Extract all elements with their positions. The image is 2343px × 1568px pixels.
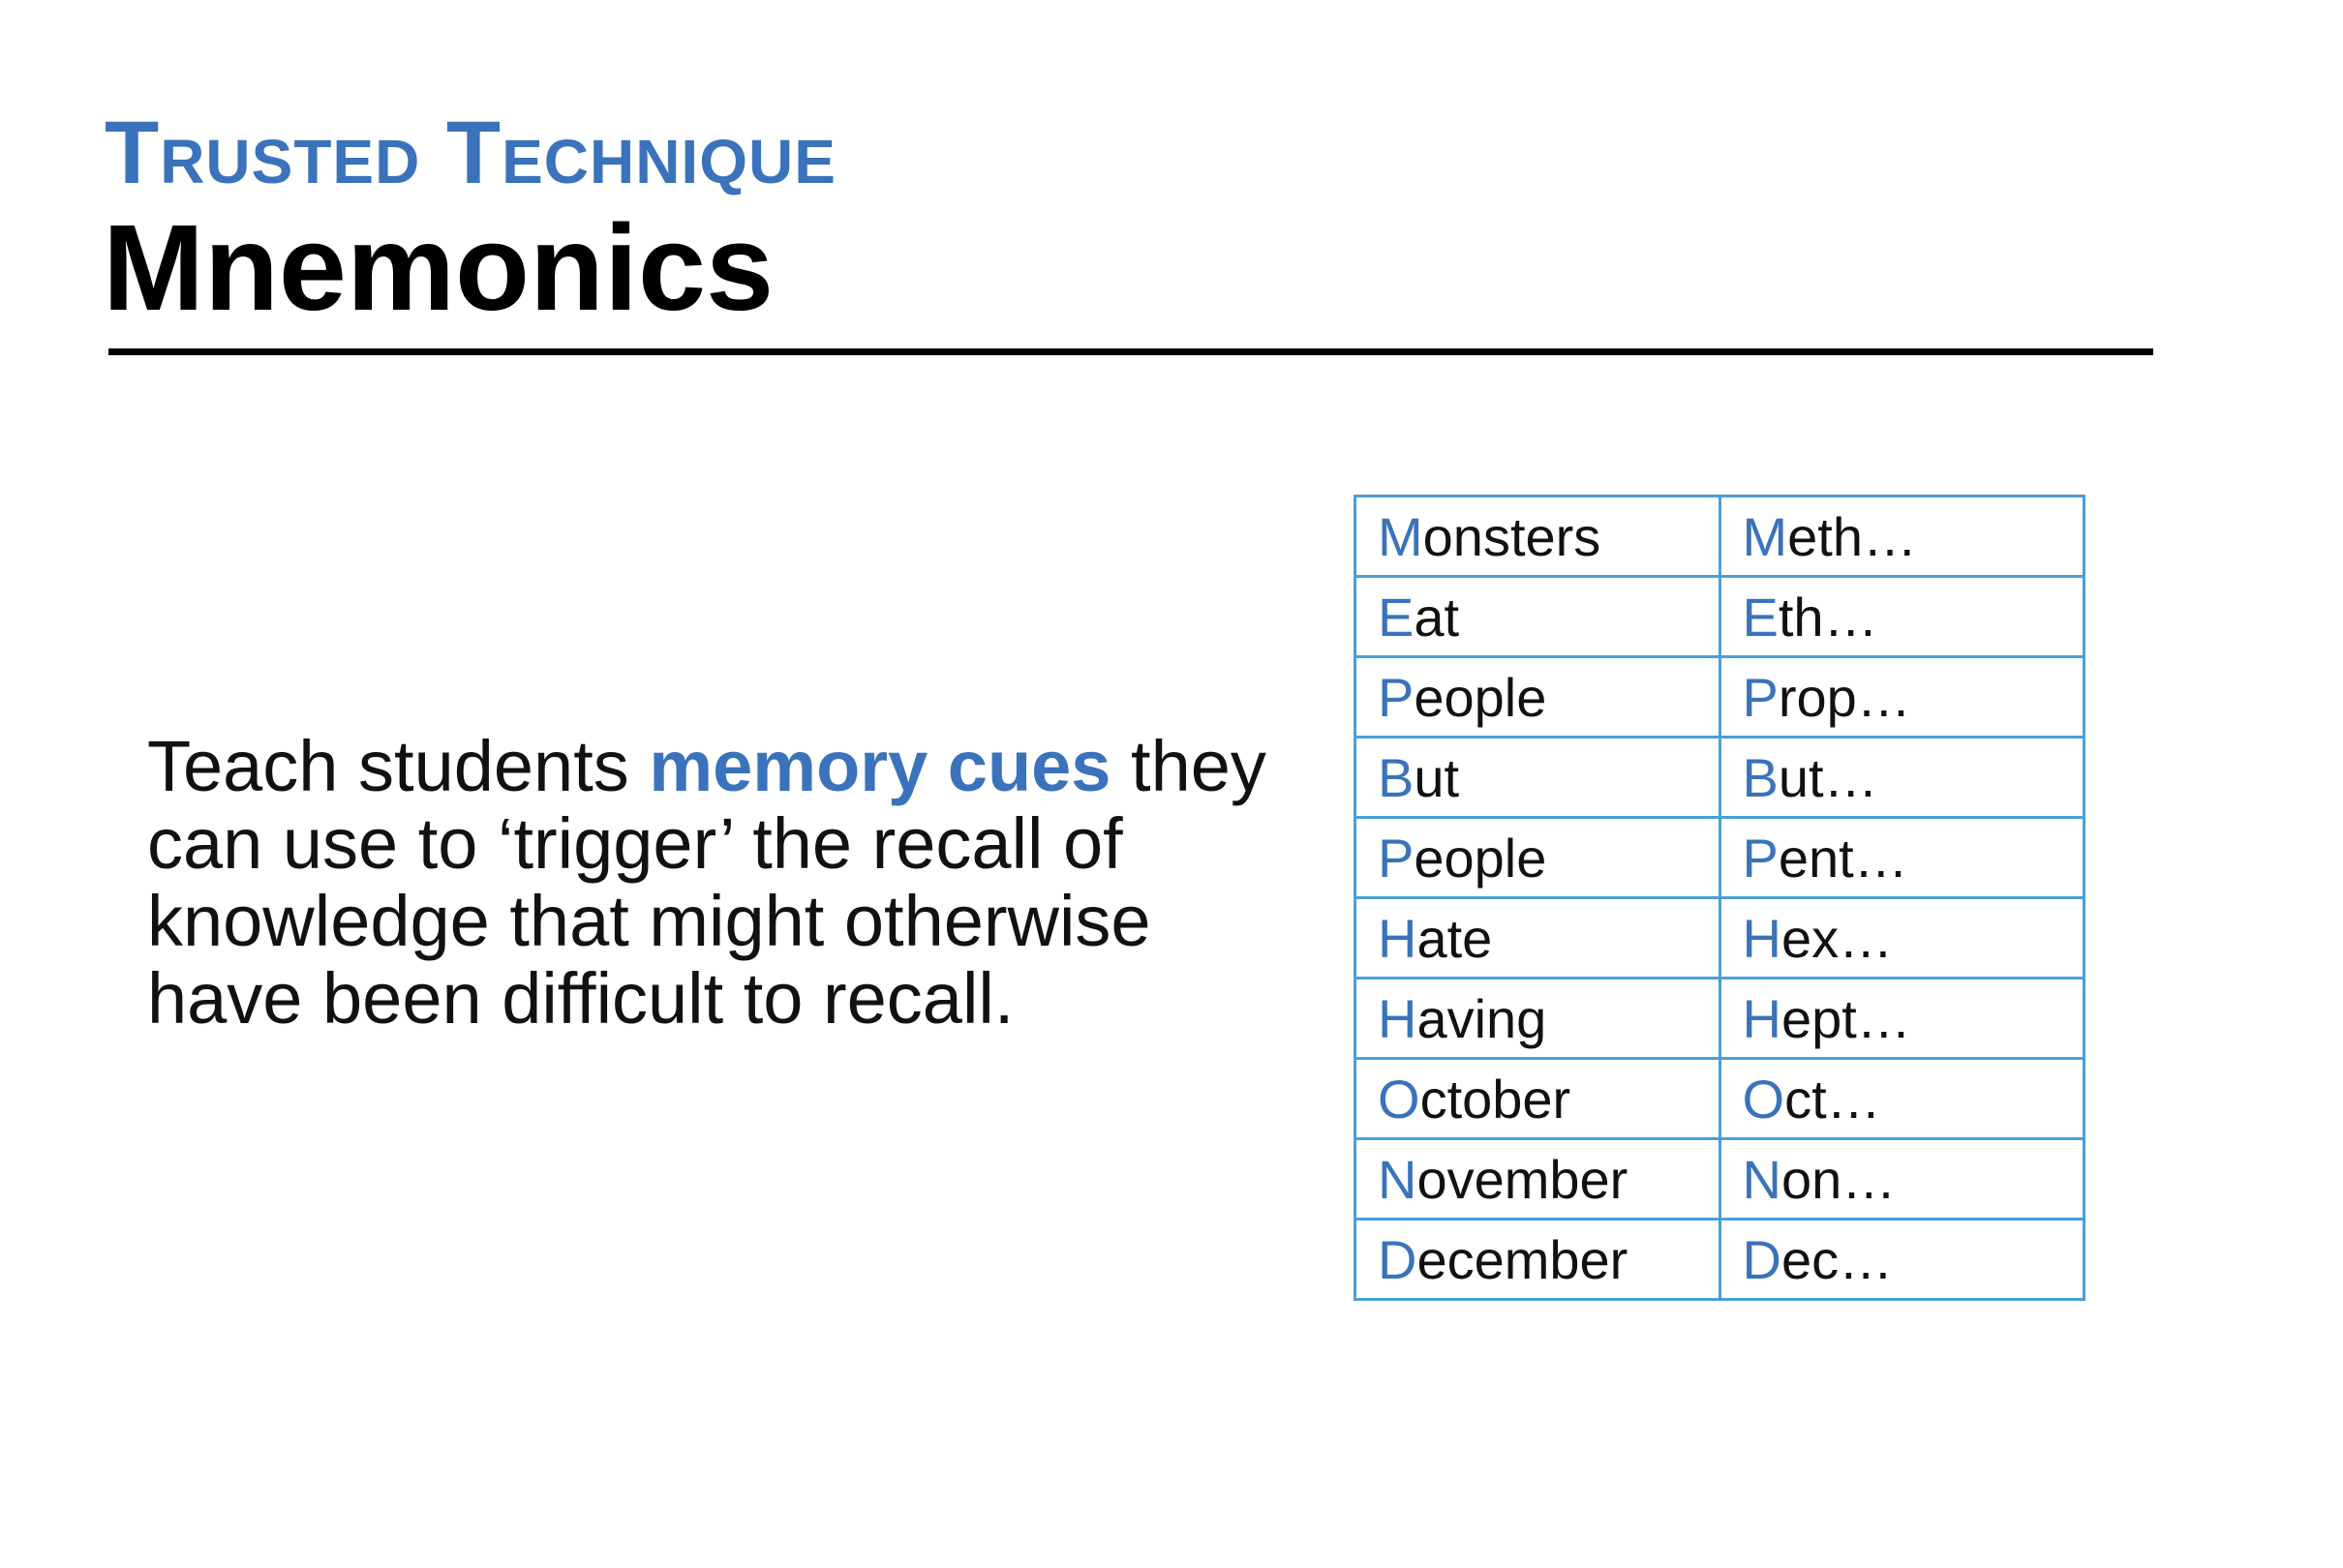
word-rest: eople [1414, 666, 1547, 728]
initial-letter: P [1742, 827, 1779, 889]
table-row [1355, 979, 2084, 1059]
table-row [1355, 898, 2084, 979]
initial-letter: B [1742, 746, 1779, 808]
word-rest: ecember [1416, 1228, 1628, 1290]
word-rest: ate [1416, 907, 1493, 969]
mnemonic-word-cell [1355, 497, 1720, 577]
word-rest: at [1414, 586, 1460, 648]
word-rest: eople [1414, 827, 1547, 889]
word-rest: ctober [1419, 1068, 1571, 1130]
prefix-cell [1719, 818, 2084, 898]
prefix-cell [1719, 979, 2084, 1059]
initial-letter: O [1742, 1068, 1785, 1130]
table-row [1355, 657, 2084, 738]
prefix-rest: ex… [1780, 907, 1894, 969]
initial-letter: N [1742, 1148, 1781, 1210]
prefix-cell [1719, 738, 2084, 818]
prefix-cell [1719, 898, 2084, 979]
mnemonic-word-cell [1355, 1220, 1720, 1300]
initial-letter: E [1742, 586, 1779, 648]
prefix-cell [1719, 1139, 2084, 1220]
prefix-cell [1719, 1059, 2084, 1139]
section-kicker: Trusted Technique [105, 104, 837, 202]
initial-letter: P [1378, 666, 1415, 728]
mnemonic-word-cell [1355, 738, 1720, 818]
page-title: Mnemonics [103, 199, 775, 336]
mnemonic-table-body [1355, 497, 2084, 1300]
description-intro: Teach students [147, 726, 650, 806]
table-row [1355, 818, 2084, 898]
table-row [1355, 1220, 2084, 1300]
initial-letter: D [1378, 1228, 1417, 1290]
mnemonic-word-cell [1355, 818, 1720, 898]
prefix-rest: ct… [1784, 1068, 1881, 1130]
table-row [1355, 497, 2084, 577]
initial-letter: P [1378, 827, 1415, 889]
description-rest: they can use to ‘trigger’ the recall of knowledge that might otherwise have been difficult to recall. [147, 726, 1266, 1039]
prefix-rest: eth… [1787, 505, 1918, 567]
prefix-rest: on… [1780, 1148, 1897, 1210]
description-text [147, 728, 1290, 1038]
initial-letter: O [1378, 1068, 1420, 1130]
prefix-rest: ec… [1780, 1228, 1894, 1290]
prefix-rest: th… [1778, 586, 1878, 648]
table-row [1355, 1059, 2084, 1139]
initial-letter: D [1742, 1228, 1781, 1290]
initial-letter: B [1378, 746, 1415, 808]
title-divider [108, 348, 2153, 355]
initial-letter: H [1742, 987, 1781, 1049]
memory-cues-highlight: memory cues [649, 726, 1111, 806]
mnemonic-word-cell [1355, 898, 1720, 979]
prefix-cell [1719, 657, 2084, 738]
word-rest: onsters [1422, 505, 1601, 567]
prefix-cell [1719, 497, 2084, 577]
table-row [1355, 577, 2084, 657]
word-rest: ovember [1416, 1148, 1628, 1210]
prefix-rest: ut… [1778, 746, 1878, 808]
initial-letter: N [1378, 1148, 1417, 1210]
initial-letter: E [1378, 586, 1415, 648]
mnemonic-word-cell [1355, 979, 1720, 1059]
table-row [1355, 738, 2084, 818]
mnemonic-table [1354, 495, 2085, 1301]
initial-letter: P [1742, 666, 1779, 728]
word-rest: ut [1414, 746, 1460, 808]
prefix-cell [1719, 1220, 2084, 1300]
initial-letter: M [1378, 505, 1423, 567]
prefix-rest: ent… [1778, 827, 1908, 889]
prefix-rest: rop… [1778, 666, 1911, 728]
initial-letter: M [1742, 505, 1788, 567]
table-row [1355, 1139, 2084, 1220]
mnemonic-word-cell [1355, 577, 1720, 657]
prefix-rest: ept… [1780, 987, 1911, 1049]
prefix-cell [1719, 577, 2084, 657]
initial-letter: H [1378, 907, 1417, 969]
initial-letter: H [1742, 907, 1781, 969]
word-rest: aving [1416, 987, 1547, 1049]
mnemonic-word-cell [1355, 657, 1720, 738]
mnemonic-word-cell [1355, 1059, 1720, 1139]
mnemonic-word-cell [1355, 1139, 1720, 1220]
initial-letter: H [1378, 987, 1417, 1049]
